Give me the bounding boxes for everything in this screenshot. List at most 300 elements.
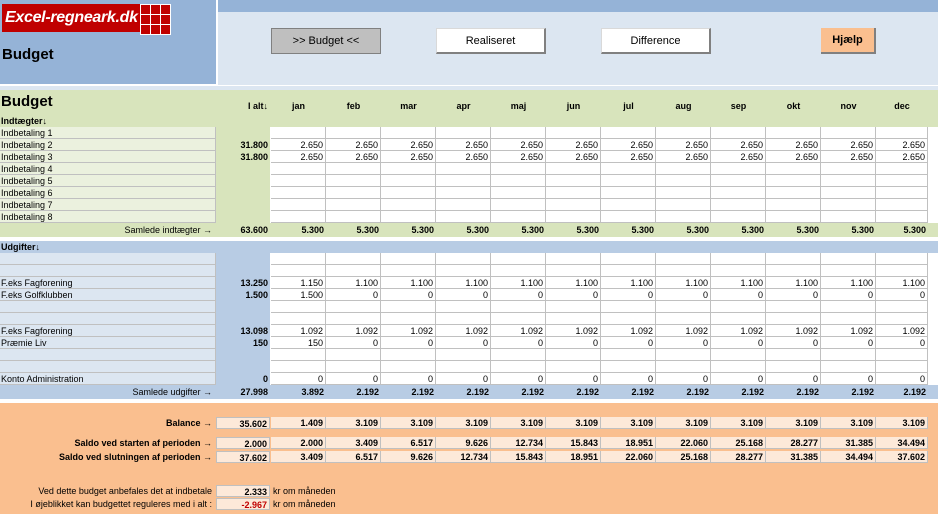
income-cell[interactable] bbox=[436, 127, 491, 139]
expense-cell[interactable] bbox=[656, 361, 711, 373]
income-cell[interactable]: 2.650 bbox=[821, 139, 876, 151]
expense-cell[interactable]: 1.092 bbox=[766, 325, 821, 337]
income-cell[interactable]: 2.650 bbox=[766, 139, 821, 151]
month-header-apr: apr bbox=[456, 101, 471, 111]
income-cell[interactable] bbox=[546, 175, 601, 187]
income-cell[interactable] bbox=[436, 175, 491, 187]
expense-cell[interactable]: 1.092 bbox=[436, 325, 491, 337]
expense-cell[interactable] bbox=[326, 349, 381, 361]
expense-cell[interactable] bbox=[546, 349, 601, 361]
expenses-month-total: 3.892 bbox=[301, 387, 324, 397]
expense-cell[interactable]: 0 bbox=[766, 337, 821, 349]
income-row-label[interactable]: Indbetaling 5 bbox=[0, 175, 216, 187]
expenses-grand-total: 27.998 bbox=[240, 387, 268, 397]
income-row-label[interactable]: Indbetaling 7 bbox=[0, 199, 216, 211]
expense-cell[interactable]: 0 bbox=[821, 373, 876, 385]
expense-cell[interactable]: 0 bbox=[546, 373, 601, 385]
expense-cell[interactable] bbox=[381, 265, 436, 277]
expense-cell[interactable]: 1.092 bbox=[546, 325, 601, 337]
expense-row-total bbox=[216, 253, 270, 265]
expense-cell[interactable]: 1.100 bbox=[876, 277, 928, 289]
income-cell[interactable] bbox=[821, 127, 876, 139]
saldo-end-month-value: 3.409 bbox=[271, 451, 326, 463]
saldo-start-label: Saldo ved starten af perioden → bbox=[74, 438, 212, 448]
income-cell[interactable]: 2.650 bbox=[326, 151, 381, 163]
expense-cell[interactable] bbox=[326, 265, 381, 277]
income-cell[interactable] bbox=[876, 127, 928, 139]
income-cell[interactable] bbox=[711, 199, 766, 211]
income-cell[interactable] bbox=[601, 163, 656, 175]
expense-cell[interactable]: 1.100 bbox=[766, 277, 821, 289]
income-cell[interactable] bbox=[656, 187, 711, 199]
expense-cell[interactable]: 0 bbox=[711, 373, 766, 385]
expense-cell[interactable]: 1.100 bbox=[711, 277, 766, 289]
expense-cell[interactable] bbox=[711, 265, 766, 277]
expense-row-label[interactable]: Konto Administration bbox=[0, 373, 216, 385]
income-row-label[interactable]: Indbetaling 2 bbox=[0, 139, 216, 151]
income-cell[interactable] bbox=[326, 163, 381, 175]
expense-cell[interactable]: 0 bbox=[326, 337, 381, 349]
logo-grid-icon bbox=[140, 4, 172, 34]
expense-cell[interactable] bbox=[601, 301, 656, 313]
expense-row-label[interactable]: F.eks Fagforening bbox=[0, 277, 216, 289]
expense-cell[interactable]: 0 bbox=[656, 373, 711, 385]
income-cell[interactable] bbox=[766, 175, 821, 187]
expense-cell[interactable]: 0 bbox=[491, 337, 546, 349]
expense-cell[interactable] bbox=[326, 313, 381, 325]
expense-cell[interactable] bbox=[436, 253, 491, 265]
income-cell[interactable] bbox=[821, 211, 876, 223]
income-cell[interactable] bbox=[326, 175, 381, 187]
income-cell[interactable]: 2.650 bbox=[876, 139, 928, 151]
income-cell[interactable] bbox=[381, 163, 436, 175]
expense-cell[interactable] bbox=[326, 301, 381, 313]
income-cell[interactable] bbox=[326, 127, 381, 139]
expense-cell[interactable] bbox=[546, 265, 601, 277]
expense-cell[interactable] bbox=[766, 313, 821, 325]
expense-cell[interactable] bbox=[601, 253, 656, 265]
income-cell[interactable] bbox=[436, 199, 491, 211]
expense-row-label[interactable] bbox=[0, 253, 216, 265]
expense-cell[interactable]: 0 bbox=[546, 289, 601, 301]
expense-cell[interactable] bbox=[766, 349, 821, 361]
expense-row-label[interactable]: F.eks Fagforening bbox=[0, 325, 216, 337]
expense-cell[interactable] bbox=[656, 265, 711, 277]
income-cell[interactable] bbox=[876, 187, 928, 199]
income-cell[interactable] bbox=[546, 163, 601, 175]
expense-cell[interactable] bbox=[766, 265, 821, 277]
income-cell[interactable] bbox=[821, 187, 876, 199]
income-cell[interactable]: 2.650 bbox=[326, 139, 381, 151]
expense-cell[interactable]: 1.092 bbox=[711, 325, 766, 337]
income-cell[interactable] bbox=[381, 187, 436, 199]
income-cell[interactable] bbox=[491, 163, 546, 175]
income-cell[interactable] bbox=[491, 127, 546, 139]
balance-month-value: 3.109 bbox=[381, 417, 436, 429]
income-header-band bbox=[0, 115, 938, 127]
income-cell[interactable]: 2.650 bbox=[436, 151, 491, 163]
income-cell[interactable] bbox=[876, 211, 928, 223]
expense-cell[interactable] bbox=[821, 265, 876, 277]
expense-cell[interactable] bbox=[711, 361, 766, 373]
expense-cell[interactable] bbox=[271, 301, 326, 313]
income-row-label[interactable]: Indbetaling 1 bbox=[0, 127, 216, 139]
income-cell[interactable]: 2.650 bbox=[656, 151, 711, 163]
expense-cell[interactable]: 1.092 bbox=[876, 325, 928, 337]
saldo-end-month-value: 28.277 bbox=[711, 451, 766, 463]
expense-cell[interactable]: 0 bbox=[656, 337, 711, 349]
balance-month-value: 3.109 bbox=[766, 417, 821, 429]
expense-cell[interactable] bbox=[711, 349, 766, 361]
income-cell[interactable] bbox=[546, 187, 601, 199]
expense-cell[interactable]: 1.092 bbox=[271, 325, 326, 337]
expense-cell[interactable] bbox=[711, 301, 766, 313]
saldo-end-month-value: 34.494 bbox=[821, 451, 876, 463]
expense-cell[interactable]: 1.100 bbox=[326, 277, 381, 289]
expense-cell[interactable] bbox=[821, 349, 876, 361]
expense-cell[interactable] bbox=[601, 313, 656, 325]
expense-cell[interactable] bbox=[876, 253, 928, 265]
expense-cell[interactable] bbox=[326, 253, 381, 265]
expense-row-label[interactable]: Præmie Liv bbox=[0, 337, 216, 349]
expense-row-total: 0 bbox=[216, 373, 270, 385]
income-cell[interactable] bbox=[491, 175, 546, 187]
income-cell[interactable] bbox=[436, 211, 491, 223]
income-cell[interactable]: 2.650 bbox=[271, 151, 326, 163]
balance-month-value: 3.109 bbox=[601, 417, 656, 429]
expense-cell[interactable]: 1.100 bbox=[601, 277, 656, 289]
income-cell[interactable] bbox=[876, 163, 928, 175]
income-cell[interactable] bbox=[381, 199, 436, 211]
income-month-total: 5.300 bbox=[851, 225, 874, 235]
income-cell[interactable] bbox=[271, 175, 326, 187]
income-cell[interactable] bbox=[381, 211, 436, 223]
income-row-label[interactable]: Indbetaling 6 bbox=[0, 187, 216, 199]
expense-cell[interactable] bbox=[876, 301, 928, 313]
expense-cell[interactable] bbox=[821, 253, 876, 265]
income-cell[interactable] bbox=[601, 211, 656, 223]
expense-cell[interactable] bbox=[546, 253, 601, 265]
saldo-start-month-value: 3.409 bbox=[326, 437, 381, 449]
income-cell[interactable]: 2.650 bbox=[656, 139, 711, 151]
expense-cell[interactable] bbox=[821, 313, 876, 325]
expense-cell[interactable] bbox=[271, 361, 326, 373]
expense-cell[interactable]: 1.092 bbox=[656, 325, 711, 337]
income-cell[interactable] bbox=[766, 163, 821, 175]
expense-cell[interactable]: 1.092 bbox=[491, 325, 546, 337]
expense-cell[interactable]: 1.100 bbox=[436, 277, 491, 289]
expense-cell[interactable]: 0 bbox=[326, 373, 381, 385]
expense-cell[interactable]: 0 bbox=[381, 289, 436, 301]
expense-cell[interactable] bbox=[766, 301, 821, 313]
expense-cell[interactable] bbox=[876, 361, 928, 373]
expense-cell[interactable] bbox=[436, 313, 491, 325]
income-cell[interactable] bbox=[326, 211, 381, 223]
help-button[interactable]: Hjælp bbox=[821, 28, 876, 54]
expense-cell[interactable]: 0 bbox=[381, 373, 436, 385]
saldo-start-month-value: 2.000 bbox=[271, 437, 326, 449]
balance-month-value: 3.109 bbox=[656, 417, 711, 429]
realiseret-button[interactable]: Realiseret bbox=[436, 28, 546, 54]
expense-cell[interactable] bbox=[491, 253, 546, 265]
expense-cell[interactable]: 0 bbox=[436, 289, 491, 301]
income-cell[interactable] bbox=[766, 127, 821, 139]
expense-cell[interactable]: 0 bbox=[876, 337, 928, 349]
income-cell[interactable] bbox=[821, 175, 876, 187]
expense-cell[interactable] bbox=[271, 265, 326, 277]
expense-cell[interactable]: 0 bbox=[711, 337, 766, 349]
difference-button[interactable]: Difference bbox=[601, 28, 711, 54]
income-cell[interactable] bbox=[821, 199, 876, 211]
expense-cell[interactable] bbox=[436, 265, 491, 277]
expense-cell[interactable] bbox=[491, 313, 546, 325]
income-cell[interactable] bbox=[711, 163, 766, 175]
income-cell[interactable] bbox=[271, 211, 326, 223]
income-cell[interactable] bbox=[546, 127, 601, 139]
expense-cell[interactable]: 1.100 bbox=[491, 277, 546, 289]
income-cell[interactable] bbox=[711, 187, 766, 199]
expense-cell[interactable]: 1.500 bbox=[271, 289, 326, 301]
expense-cell[interactable]: 0 bbox=[656, 289, 711, 301]
expense-cell[interactable] bbox=[876, 313, 928, 325]
expense-cell[interactable] bbox=[821, 301, 876, 313]
expense-row-label[interactable] bbox=[0, 313, 216, 325]
income-cell[interactable]: 2.650 bbox=[821, 151, 876, 163]
expense-cell[interactable]: 0 bbox=[821, 289, 876, 301]
income-cell[interactable] bbox=[436, 163, 491, 175]
saldo-start-month-value: 15.843 bbox=[546, 437, 601, 449]
expense-cell[interactable] bbox=[546, 301, 601, 313]
income-row-label[interactable]: Indbetaling 3 bbox=[0, 151, 216, 163]
expense-cell[interactable] bbox=[656, 301, 711, 313]
balance-month-value: 3.109 bbox=[436, 417, 491, 429]
income-cell[interactable] bbox=[711, 175, 766, 187]
income-cell[interactable] bbox=[601, 175, 656, 187]
expense-cell[interactable] bbox=[381, 313, 436, 325]
income-month-total: 5.300 bbox=[576, 225, 599, 235]
income-cell[interactable]: 2.650 bbox=[601, 139, 656, 151]
income-cell[interactable] bbox=[546, 199, 601, 211]
expense-cell[interactable]: 0 bbox=[436, 337, 491, 349]
expense-cell[interactable] bbox=[381, 301, 436, 313]
income-cell[interactable]: 2.650 bbox=[711, 151, 766, 163]
income-cell[interactable]: 2.650 bbox=[381, 139, 436, 151]
expense-cell[interactable]: 1.092 bbox=[326, 325, 381, 337]
expense-cell[interactable] bbox=[656, 349, 711, 361]
income-cell[interactable]: 2.650 bbox=[711, 139, 766, 151]
expense-cell[interactable]: 0 bbox=[381, 337, 436, 349]
income-cell[interactable] bbox=[656, 163, 711, 175]
income-cell[interactable]: 2.650 bbox=[381, 151, 436, 163]
income-cell[interactable]: 2.650 bbox=[491, 139, 546, 151]
expense-cell[interactable] bbox=[711, 313, 766, 325]
expense-cell[interactable]: 1.092 bbox=[601, 325, 656, 337]
expense-cell[interactable] bbox=[271, 349, 326, 361]
income-row-label[interactable]: Indbetaling 8 bbox=[0, 211, 216, 223]
income-grand-total: 63.600 bbox=[240, 225, 268, 235]
expense-row-total bbox=[216, 265, 270, 277]
income-cell[interactable] bbox=[821, 163, 876, 175]
expense-cell[interactable] bbox=[766, 361, 821, 373]
expense-cell[interactable] bbox=[656, 253, 711, 265]
expense-cell[interactable] bbox=[656, 313, 711, 325]
budget-button[interactable]: >> Budget << bbox=[271, 28, 381, 54]
expense-cell[interactable]: 0 bbox=[436, 373, 491, 385]
logo-text: Excel-regneark.dk bbox=[5, 9, 138, 26]
income-row-total bbox=[216, 163, 270, 175]
income-cell[interactable] bbox=[546, 211, 601, 223]
income-cell[interactable]: 2.650 bbox=[601, 151, 656, 163]
income-cell[interactable] bbox=[656, 127, 711, 139]
income-cell[interactable] bbox=[491, 199, 546, 211]
expense-cell[interactable]: 0 bbox=[491, 373, 546, 385]
income-cell[interactable] bbox=[381, 127, 436, 139]
expense-cell[interactable] bbox=[876, 265, 928, 277]
income-cell[interactable] bbox=[601, 199, 656, 211]
income-cell[interactable] bbox=[381, 175, 436, 187]
expense-row-label[interactable]: F.eks Golfklubben bbox=[0, 289, 216, 301]
expense-cell[interactable]: 0 bbox=[876, 289, 928, 301]
expense-row-total bbox=[216, 349, 270, 361]
month-header-okt: okt bbox=[786, 101, 801, 111]
expenses-month-total: 2.192 bbox=[903, 387, 926, 397]
expense-cell[interactable]: 0 bbox=[876, 373, 928, 385]
expense-cell[interactable]: 1.100 bbox=[821, 277, 876, 289]
expense-cell[interactable]: 1.092 bbox=[821, 325, 876, 337]
income-month-total: 5.300 bbox=[301, 225, 324, 235]
income-cell[interactable]: 2.650 bbox=[546, 139, 601, 151]
expense-cell[interactable] bbox=[436, 361, 491, 373]
income-cell[interactable] bbox=[326, 199, 381, 211]
expense-cell[interactable]: 0 bbox=[601, 337, 656, 349]
income-cell[interactable] bbox=[766, 199, 821, 211]
expense-cell[interactable] bbox=[601, 361, 656, 373]
expenses-month-total: 2.192 bbox=[851, 387, 874, 397]
expense-cell[interactable] bbox=[601, 265, 656, 277]
expense-cell[interactable]: 0 bbox=[821, 337, 876, 349]
income-cell[interactable] bbox=[491, 187, 546, 199]
expense-cell[interactable]: 1.092 bbox=[381, 325, 436, 337]
expense-cell[interactable]: 1.100 bbox=[656, 277, 711, 289]
income-cell[interactable] bbox=[326, 187, 381, 199]
income-cell[interactable] bbox=[656, 211, 711, 223]
expense-cell[interactable] bbox=[491, 361, 546, 373]
saldo-end-month-value: 6.517 bbox=[326, 451, 381, 463]
expenses-month-total: 2.192 bbox=[356, 387, 379, 397]
expense-row-label[interactable] bbox=[0, 265, 216, 277]
recommend-label: Ved dette budget anbefales det at indbetale bbox=[38, 486, 212, 496]
saldo-start-month-value: 22.060 bbox=[656, 437, 711, 449]
income-cell[interactable] bbox=[601, 187, 656, 199]
recommend-unit: kr om måneden bbox=[273, 486, 336, 496]
income-row-total bbox=[216, 175, 270, 187]
expense-cell[interactable]: 1.150 bbox=[271, 277, 326, 289]
expense-cell[interactable] bbox=[546, 313, 601, 325]
expense-row-label[interactable] bbox=[0, 361, 216, 373]
expense-cell[interactable] bbox=[381, 253, 436, 265]
expense-cell[interactable]: 1.100 bbox=[381, 277, 436, 289]
expense-cell[interactable]: 150 bbox=[271, 337, 326, 349]
expense-cell[interactable] bbox=[326, 361, 381, 373]
month-header-jun: jun bbox=[566, 101, 581, 111]
income-cell[interactable] bbox=[656, 175, 711, 187]
saldo-start-total: 2.000 bbox=[216, 437, 270, 449]
expense-cell[interactable]: 0 bbox=[601, 289, 656, 301]
income-cell[interactable]: 2.650 bbox=[491, 151, 546, 163]
income-cell[interactable] bbox=[491, 211, 546, 223]
expense-cell[interactable] bbox=[711, 253, 766, 265]
expense-row-label[interactable] bbox=[0, 349, 216, 361]
expense-cell[interactable] bbox=[381, 349, 436, 361]
expense-cell[interactable] bbox=[601, 349, 656, 361]
income-cell[interactable] bbox=[271, 199, 326, 211]
adjust-label: I øjeblikket kan budgettet reguleres med i alt : bbox=[30, 499, 212, 509]
expense-cell[interactable] bbox=[491, 349, 546, 361]
expense-row-total: 13.250 bbox=[216, 277, 270, 289]
income-cell[interactable] bbox=[271, 187, 326, 199]
saldo-end-month-value: 31.385 bbox=[766, 451, 821, 463]
income-cell[interactable] bbox=[876, 175, 928, 187]
expense-cell[interactable] bbox=[271, 253, 326, 265]
income-cell[interactable] bbox=[711, 211, 766, 223]
income-cell[interactable] bbox=[436, 187, 491, 199]
income-cell[interactable] bbox=[271, 163, 326, 175]
income-cell[interactable]: 2.650 bbox=[436, 139, 491, 151]
income-cell[interactable] bbox=[271, 127, 326, 139]
expense-cell[interactable] bbox=[436, 349, 491, 361]
expense-cell[interactable]: 0 bbox=[491, 289, 546, 301]
expense-cell[interactable]: 0 bbox=[601, 373, 656, 385]
income-cell[interactable] bbox=[766, 187, 821, 199]
expenses-total-label: Samlede udgifter → bbox=[132, 387, 212, 397]
income-cell[interactable] bbox=[711, 127, 766, 139]
income-row-label[interactable]: Indbetaling 4 bbox=[0, 163, 216, 175]
expense-cell[interactable]: 0 bbox=[326, 289, 381, 301]
expense-cell[interactable] bbox=[271, 313, 326, 325]
saldo-end-month-value: 9.626 bbox=[381, 451, 436, 463]
expense-cell[interactable]: 0 bbox=[711, 289, 766, 301]
month-header-nov: nov bbox=[840, 101, 857, 111]
income-cell[interactable] bbox=[876, 199, 928, 211]
income-cell[interactable]: 2.650 bbox=[546, 151, 601, 163]
expense-cell[interactable]: 1.100 bbox=[546, 277, 601, 289]
expense-cell[interactable] bbox=[546, 361, 601, 373]
expense-cell[interactable] bbox=[491, 301, 546, 313]
income-cell[interactable]: 2.650 bbox=[876, 151, 928, 163]
income-cell[interactable]: 2.650 bbox=[766, 151, 821, 163]
expense-cell[interactable] bbox=[766, 253, 821, 265]
expense-cell[interactable]: 0 bbox=[271, 373, 326, 385]
income-month-total: 5.300 bbox=[521, 225, 544, 235]
income-month-total: 5.300 bbox=[796, 225, 819, 235]
expense-cell[interactable] bbox=[491, 265, 546, 277]
income-cell[interactable]: 2.650 bbox=[271, 139, 326, 151]
income-cell[interactable] bbox=[656, 199, 711, 211]
expense-row-label[interactable] bbox=[0, 301, 216, 313]
income-cell[interactable] bbox=[766, 211, 821, 223]
adjust-unit: kr om måneden bbox=[273, 499, 336, 509]
expense-cell[interactable] bbox=[381, 361, 436, 373]
expense-cell[interactable] bbox=[436, 301, 491, 313]
expense-cell[interactable] bbox=[821, 361, 876, 373]
expense-cell[interactable] bbox=[876, 349, 928, 361]
expense-row-total bbox=[216, 361, 270, 373]
expense-cell[interactable]: 0 bbox=[546, 337, 601, 349]
income-cell[interactable] bbox=[601, 127, 656, 139]
expense-cell[interactable]: 0 bbox=[766, 289, 821, 301]
expense-row-total bbox=[216, 313, 270, 325]
expense-cell[interactable]: 0 bbox=[766, 373, 821, 385]
